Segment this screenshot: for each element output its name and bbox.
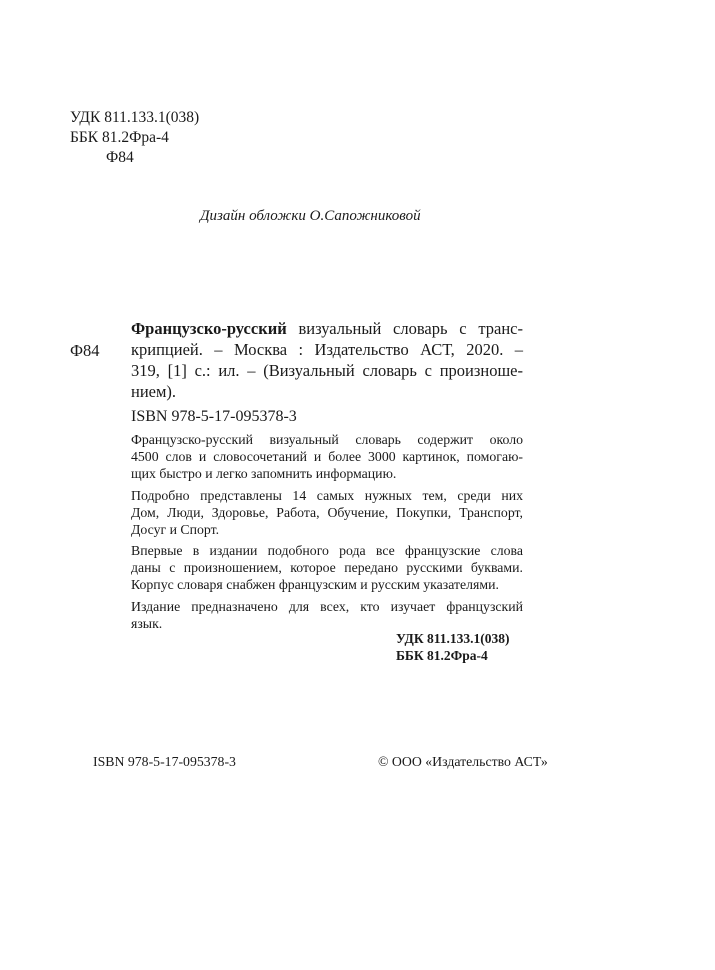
- abstract-paragraph-4: [131, 598, 523, 632]
- udk-code-bottom: УДК 811.133.1(038): [396, 631, 510, 646]
- abstract-paragraph-1: [131, 431, 523, 482]
- abstract-paragraph-2: [131, 487, 523, 538]
- copyright-notice: © ООО «Издательство АСТ»: [378, 754, 548, 769]
- bibliographic-description: [131, 318, 523, 402]
- bbk-code-top: ББК 81.2Фра-4: [70, 129, 169, 146]
- bib-line-1: [131, 318, 523, 339]
- author-mark-top: Ф84: [106, 149, 134, 166]
- bib-line-3: 319, [1] с.: ил. – (Визуальный словарь с произноше-: [131, 361, 523, 380]
- author-mark-side: Ф84: [70, 341, 100, 360]
- isbn-main: ISBN 978-5-17-095378-3: [131, 408, 297, 425]
- abstract-line: даны с произношением, которое передано русскими буквами.: [131, 560, 523, 575]
- abstract-line: Французско-русский визуальный словарь содержит около: [131, 432, 523, 447]
- abstract-line: щих быстро и легко запомнить информацию.: [131, 466, 397, 481]
- bib-line-2: крипцией. – Москва : Издательство АСТ, 2020. –: [131, 340, 523, 359]
- book-title: Французско-русский: [131, 319, 287, 338]
- abstract-line: Корпус словаря снабжен французским и русским указателями.: [131, 577, 499, 592]
- abstract-paragraph-3: [131, 542, 523, 593]
- abstract-line: 4500 слов и словосочетаний и более 3000 картинок, помогаю-: [131, 449, 523, 464]
- abstract-line: Досуг и Спорт.: [131, 522, 220, 537]
- abstract-line: Впервые в издании подобного рода все французские слова: [131, 543, 523, 558]
- cover-design-credit: Дизайн обложки О.Сапожниковой: [200, 208, 421, 224]
- bbk-code-bottom: ББК 81.2Фра-4: [396, 648, 488, 663]
- isbn-footer: ISBN 978-5-17-095378-3: [93, 754, 236, 769]
- abstract-line: Подробно представлены 14 самых нужных тем, среди них: [131, 488, 523, 503]
- bib-line-1-rest: визуальный словарь с транс-: [286, 319, 523, 338]
- abstract-line: Издание предназначено для всех, кто изучает французский: [131, 599, 523, 614]
- abstract-line: язык.: [131, 616, 163, 631]
- bib-line-4: нием).: [131, 382, 177, 401]
- udk-code-top: УДК 811.133.1(038): [70, 109, 200, 126]
- abstract-line: Дом, Люди, Здоровье, Работа, Обучение, Покупки, Транспорт,: [131, 505, 523, 520]
